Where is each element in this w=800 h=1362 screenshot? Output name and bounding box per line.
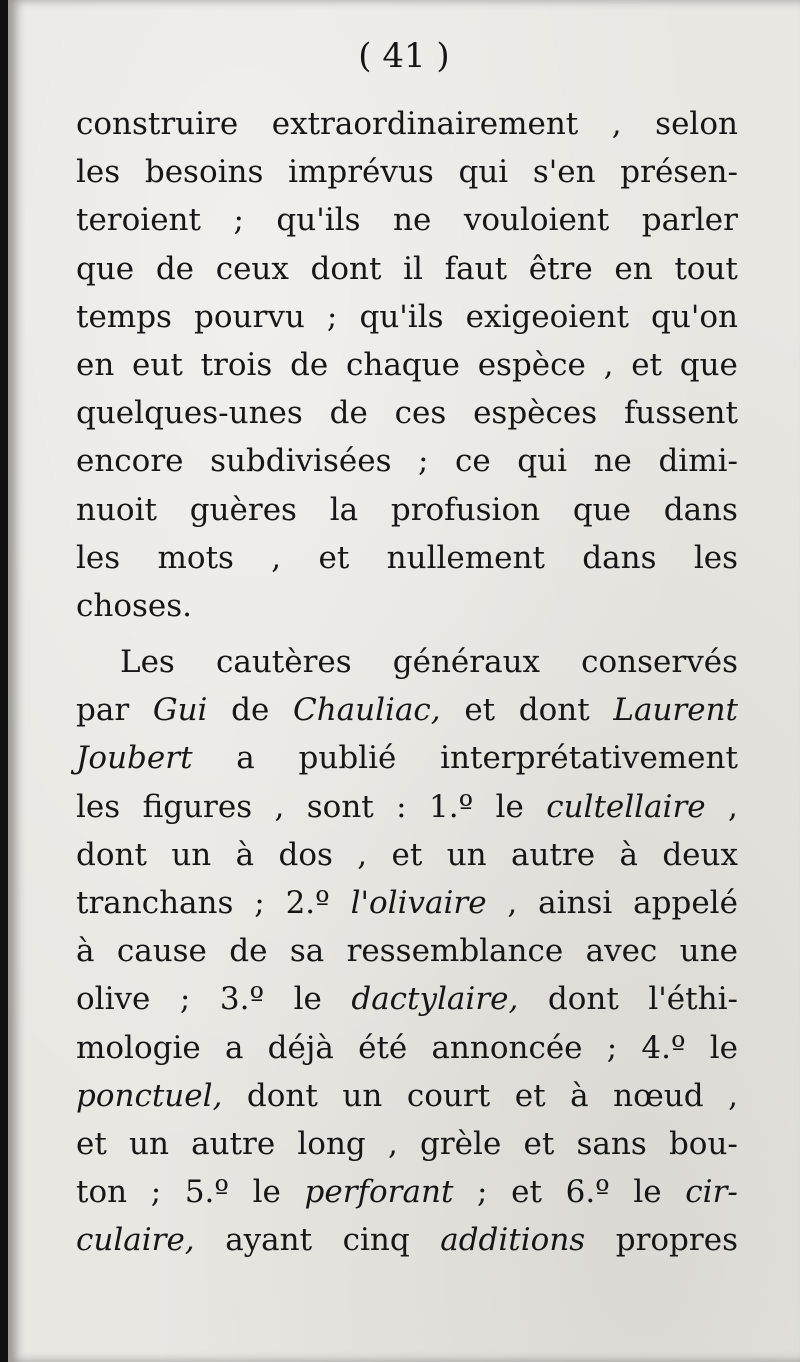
word: trois	[200, 346, 273, 383]
word: par	[76, 692, 130, 729]
word: dont	[310, 250, 382, 287]
word: ,	[728, 788, 738, 825]
word: été	[358, 1029, 408, 1066]
word: cautères	[215, 644, 352, 681]
word: grèle	[420, 1125, 502, 1162]
word: et	[511, 1174, 542, 1211]
text-line	[76, 582, 738, 630]
word: perforant	[304, 1174, 454, 1211]
text-line	[76, 389, 738, 437]
word: et	[631, 346, 662, 383]
text-line	[76, 437, 738, 485]
word: mots	[157, 539, 234, 576]
word: dactylaire,	[351, 981, 519, 1018]
word: propres	[615, 1222, 738, 1259]
text-line	[76, 686, 738, 734]
word: bou-	[668, 1125, 738, 1162]
word: deux	[662, 836, 738, 873]
word: 5.º	[184, 1174, 229, 1211]
word: dans	[663, 491, 738, 528]
word: l'olivaire	[350, 885, 487, 921]
word: dans	[582, 539, 657, 576]
word: ;	[150, 1174, 162, 1211]
word: les	[76, 788, 121, 825]
text-line	[76, 486, 738, 534]
word: que	[679, 346, 738, 383]
word: le	[293, 981, 322, 1018]
page-number: ( 41 )	[358, 36, 450, 76]
word: imprévus	[288, 154, 434, 191]
word: mologie	[76, 1029, 201, 1066]
word: profusion	[390, 491, 541, 528]
word: faut	[444, 250, 508, 287]
word: le	[252, 1174, 281, 1211]
word: le	[709, 1029, 738, 1066]
word: à	[570, 1077, 589, 1114]
word: pourvu	[194, 298, 305, 335]
word: Chauliac,	[292, 692, 441, 729]
word: a	[236, 740, 255, 777]
word: et	[464, 692, 496, 729]
text-line	[76, 638, 738, 686]
word: déjà	[267, 1029, 334, 1066]
word: autre	[511, 836, 596, 873]
paragraph	[76, 100, 738, 630]
word: ce	[455, 443, 491, 480]
word: de	[229, 933, 268, 970]
text-line	[76, 196, 738, 244]
word: être	[528, 250, 593, 287]
word: que	[76, 250, 135, 287]
word: nullement	[386, 539, 545, 576]
word: ;	[233, 202, 244, 239]
word: encore	[76, 443, 184, 480]
text-line	[76, 148, 738, 196]
word: extraordinairement	[271, 106, 579, 142]
word: additions	[440, 1222, 586, 1259]
word: ressemblance	[346, 933, 564, 970]
word: ainsi	[538, 885, 613, 921]
book-page	[8, 0, 800, 1362]
word: conservés	[581, 644, 738, 681]
text-line	[76, 1024, 738, 1072]
word: nœud	[613, 1077, 704, 1114]
word: de	[155, 250, 195, 287]
word: a	[224, 1029, 244, 1066]
text-line	[76, 1120, 738, 1168]
word: sans	[576, 1125, 647, 1162]
word: :	[396, 788, 407, 825]
text-line	[76, 1216, 738, 1264]
word: 6.º	[565, 1174, 610, 1211]
word: fussent	[623, 395, 738, 432]
word: ,	[274, 788, 285, 825]
word: nuoit	[76, 491, 157, 528]
word: 2.º	[285, 885, 330, 921]
text-line	[76, 734, 738, 782]
word: sont	[306, 788, 374, 825]
word: la	[329, 491, 359, 528]
word: présen-	[620, 154, 738, 191]
word: les	[76, 539, 121, 576]
word: de	[231, 692, 270, 729]
text-line	[76, 100, 738, 148]
word: cause	[116, 933, 207, 970]
word: en	[76, 346, 115, 383]
word: l'éthi-	[648, 981, 738, 1018]
word: tranchans	[76, 885, 234, 921]
body-text	[76, 100, 738, 1265]
word: qui	[458, 154, 509, 191]
text-line	[76, 783, 738, 831]
text-line	[76, 879, 738, 927]
word: autre	[191, 1125, 276, 1162]
word: dont	[246, 1077, 318, 1114]
word: et	[523, 1125, 555, 1162]
text-line	[76, 534, 738, 582]
text-line	[76, 245, 738, 293]
word: quelques-unes	[76, 395, 303, 432]
word: Les	[120, 644, 175, 681]
text-line	[76, 927, 738, 975]
word: subdivisées	[210, 443, 392, 480]
word: de	[290, 346, 329, 383]
word: ,	[507, 885, 518, 921]
word: dos	[278, 836, 333, 873]
word: temps	[76, 298, 172, 335]
word: ponctuel,	[76, 1077, 223, 1114]
word: les	[76, 154, 121, 191]
word: en	[614, 250, 653, 287]
paragraph	[76, 638, 738, 1264]
word: ;	[326, 298, 338, 335]
word: selon	[655, 106, 738, 142]
word: un	[171, 836, 212, 873]
word: ;	[606, 1029, 618, 1066]
word: olive	[76, 981, 151, 1018]
word: appelé	[633, 885, 738, 921]
word: dont	[76, 836, 147, 873]
word: ,	[611, 106, 622, 142]
word: cinq	[342, 1222, 410, 1259]
word: annoncée	[431, 1029, 583, 1066]
word: et	[514, 1077, 546, 1114]
word: généraux	[392, 644, 541, 681]
word: guères	[189, 491, 297, 528]
word: ne	[593, 443, 632, 480]
word: ayant	[225, 1222, 313, 1259]
word: ,	[271, 539, 282, 576]
word: le	[633, 1174, 662, 1211]
word: ton	[76, 1174, 128, 1211]
word: un	[342, 1077, 383, 1114]
word: cir-	[685, 1174, 738, 1211]
word: exigeoient	[465, 298, 629, 335]
word: ;	[179, 981, 191, 1018]
word: ne	[393, 202, 432, 239]
word: ,	[603, 346, 614, 383]
word: tout	[674, 250, 738, 287]
word: dont	[547, 981, 619, 1018]
word: 3.º	[219, 981, 265, 1018]
word: qui	[517, 443, 568, 480]
word: cultellaire	[546, 788, 706, 825]
word: et	[76, 1125, 107, 1162]
word: les	[693, 539, 738, 576]
word: le	[495, 788, 524, 825]
word: Gui	[152, 692, 208, 729]
word: qu'ils	[276, 202, 361, 239]
word: teroient	[76, 202, 201, 239]
word: ,	[357, 836, 368, 873]
word: figures	[142, 788, 253, 825]
word: que	[572, 491, 631, 528]
word: espèces	[473, 395, 598, 432]
text-line	[76, 831, 738, 879]
word: Joubert	[76, 740, 193, 777]
text-line	[76, 1072, 738, 1120]
word: qu'on	[651, 298, 738, 335]
word: 1.º	[429, 788, 474, 825]
word: publié	[298, 740, 397, 777]
word: de	[329, 395, 368, 432]
text-line	[76, 1168, 738, 1216]
word: ceux	[215, 250, 289, 287]
word: ,	[387, 1125, 398, 1162]
word: qu'ils	[359, 298, 444, 335]
word: sa	[289, 933, 325, 970]
word: ces	[394, 395, 447, 432]
word: eut	[132, 346, 183, 383]
word: à	[76, 933, 95, 970]
word: ;	[418, 443, 429, 480]
word: à	[235, 836, 255, 873]
word: ;	[254, 885, 265, 921]
word: il	[403, 250, 423, 287]
word: une	[679, 933, 738, 970]
word: dimi-	[658, 443, 738, 480]
word: Laurent	[613, 692, 738, 729]
word: un	[129, 1125, 169, 1162]
word: choses.	[76, 587, 193, 624]
word: un	[446, 836, 487, 873]
word: vouloient	[463, 202, 610, 239]
word: construire	[76, 106, 239, 142]
word: dont	[518, 692, 590, 729]
word: interprétativement	[440, 740, 738, 777]
word: culaire,	[76, 1222, 195, 1259]
word: espèce	[477, 346, 586, 383]
text-line	[76, 293, 738, 341]
word: et	[391, 836, 423, 873]
word: long	[297, 1125, 366, 1162]
word: s'en	[532, 154, 596, 191]
word: ;	[477, 1174, 488, 1211]
text-line	[76, 341, 738, 389]
word: et	[318, 539, 350, 576]
word: avec	[585, 933, 658, 970]
word: chaque	[346, 346, 460, 383]
word: 4.º	[641, 1029, 686, 1066]
text-line	[76, 975, 738, 1023]
word: à	[619, 836, 638, 873]
word: besoins	[144, 154, 264, 191]
word: ,	[728, 1077, 738, 1114]
word: parler	[641, 202, 738, 239]
word: court	[406, 1077, 491, 1114]
